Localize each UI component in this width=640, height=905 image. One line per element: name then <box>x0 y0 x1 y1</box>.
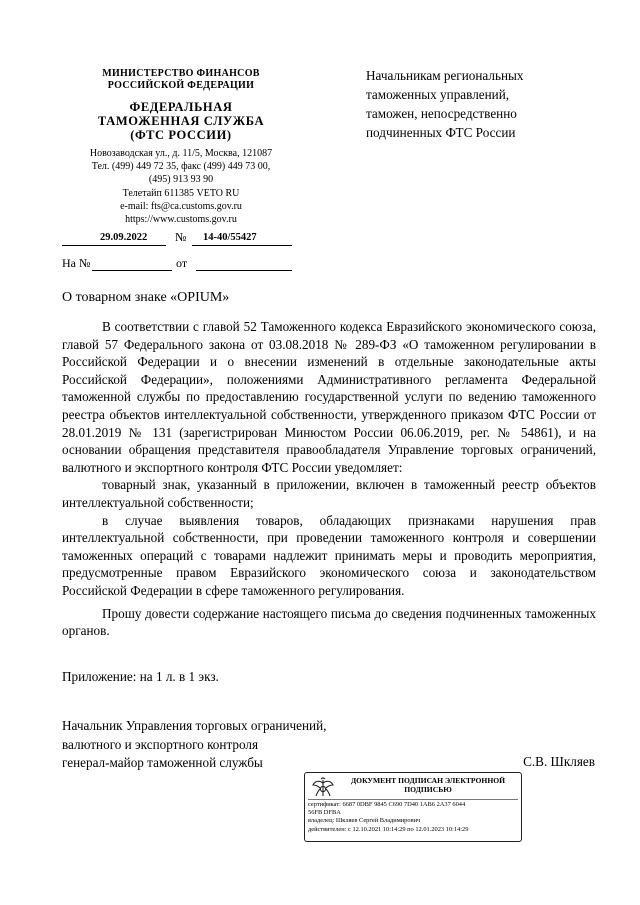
body-paragraph: В соответствии с главой 52 Таможенного кодекса Евразийского экономического союза, главой 57 Федерального закона от 03.08.2018 № 289-ФЗ «О таможенном регулировании в Российской Федерации и о внесении изменений в отдельные законодательные акты Российской Федерации», положениями Административного регламента Федеральной таможенной службы по предоставлению государственной услуги по ведению таможенного реестра объектов интеллектуальной собственности, утвержденного приказом ФТС России от 28.01.2019 № 131 (зарегистрирован Минюстом России 06.06.2019, рег. № 54861), и на основании обращения представителя правообладателя Управление торговых ограничений, валютного и экспортного контроля ФТС России уведомляет: <box>62 319 596 475</box>
letter-body <box>62 318 596 640</box>
reference-number-field <box>92 270 172 271</box>
reference-line <box>62 256 292 272</box>
signer-position-line: Начальник Управления торговых ограничений, <box>62 718 327 733</box>
signer-position-line: генерал-майор таможенной службы <box>62 755 263 770</box>
letter-subject: О товарном знаке «OPIUM» <box>62 290 230 305</box>
addressee-line: подчиненных ФТС России <box>366 125 516 140</box>
stamp-title-line: ПОДПИСЬЮ <box>404 785 452 794</box>
addressee-line: таможенных управлений, <box>366 87 510 102</box>
stamp-certificate-cont: 56FB DFBA <box>308 809 341 817</box>
eagle-emblem-icon <box>311 777 335 799</box>
reg-date-underline <box>62 245 166 246</box>
e-signature-stamp <box>304 772 522 842</box>
contact-teletype: Телетайп 611385 VETO RU <box>122 187 240 199</box>
addressee-line: таможен, непосредственно <box>366 106 517 121</box>
contact-website[interactable]: https://www.customs.gov.ru <box>125 214 237 226</box>
service-line-1: ФЕДЕРАЛЬНАЯ <box>129 100 233 114</box>
contact-address: Новозаводская ул., д. 11/5, Москва, 121087 <box>89 148 273 159</box>
stamp-title-line: ДОКУМЕНТ ПОДПИСАН ЭЛЕКТРОННОЙ <box>350 776 506 785</box>
signer-name: С.В. Шкляев <box>523 754 595 769</box>
reference-from-label: от <box>176 256 188 270</box>
reg-number-underline <box>192 245 292 246</box>
attachment-note: Приложение: на 1 л. в 1 экз. <box>62 669 219 684</box>
contact-phone: Тел. (499) 449 72 35, факс (499) 449 73 00, <box>91 161 271 173</box>
reference-date-field <box>196 270 292 271</box>
stamp-owner: владелец: Шкляев Сергей Владимирович <box>308 817 421 825</box>
stamp-title <box>339 776 517 794</box>
stamp-divider <box>308 799 518 800</box>
signer-position-line: валютного и экспортного контроля <box>62 736 259 752</box>
reg-number-sign: № <box>175 230 187 244</box>
contact-block <box>62 147 300 226</box>
signer-position <box>62 717 326 773</box>
addressee-block <box>366 66 596 142</box>
stamp-validity: действителен: с 12.10.2021 10:14:29 по 12.01.2023 10:14:29 <box>308 825 469 833</box>
reference-label: На № <box>62 256 91 270</box>
service-line-3: (ФТС РОССИИ) <box>130 128 232 142</box>
body-paragraph: в случае выявления товаров, обладающих признаками нарушения прав интеллектуальной собственности, при проведении таможенного контроля и совершении таможенных операций с товарами надлежит принимать меры и проводить мероприятия, предусмотренные правом Евразийского экономического союза и законодательством Российской Федерации в сфере таможенного регулирования. <box>62 512 596 598</box>
addressee-line: Начальникам региональных <box>366 68 524 83</box>
service-name <box>62 100 300 142</box>
registration-line <box>62 230 292 246</box>
reg-number: 14-40/55427 <box>203 232 257 243</box>
contact-phone-2: (495) 913 93 90 <box>148 174 214 186</box>
stamp-details <box>308 801 520 834</box>
contact-email[interactable]: e-mail: fts@ca.customs.gov.ru <box>120 200 242 212</box>
body-paragraph: Прошу довести содержание настоящего письма до сведения подчиненных таможенных органов. <box>62 605 596 639</box>
ministry-line-2: РОССИЙСКОЙ ФЕДЕРАЦИИ <box>107 80 255 91</box>
stamp-certificate: сертификат: 6687 0DBF 9845 C690 7D40 1AB6 2A37 6044 <box>308 801 466 808</box>
ministry-name <box>62 68 300 92</box>
body-paragraph: товарный знак, указанный в приложении, включен в таможенный реестр объектов интеллектуальной собственности; <box>62 477 596 510</box>
ministry-line-1: МИНИСТЕРСТВО ФИНАНСОВ <box>102 68 260 79</box>
service-line-2: ТАМОЖЕННАЯ СЛУЖБА <box>97 114 265 128</box>
reg-date: 29.09.2022 <box>100 232 148 243</box>
